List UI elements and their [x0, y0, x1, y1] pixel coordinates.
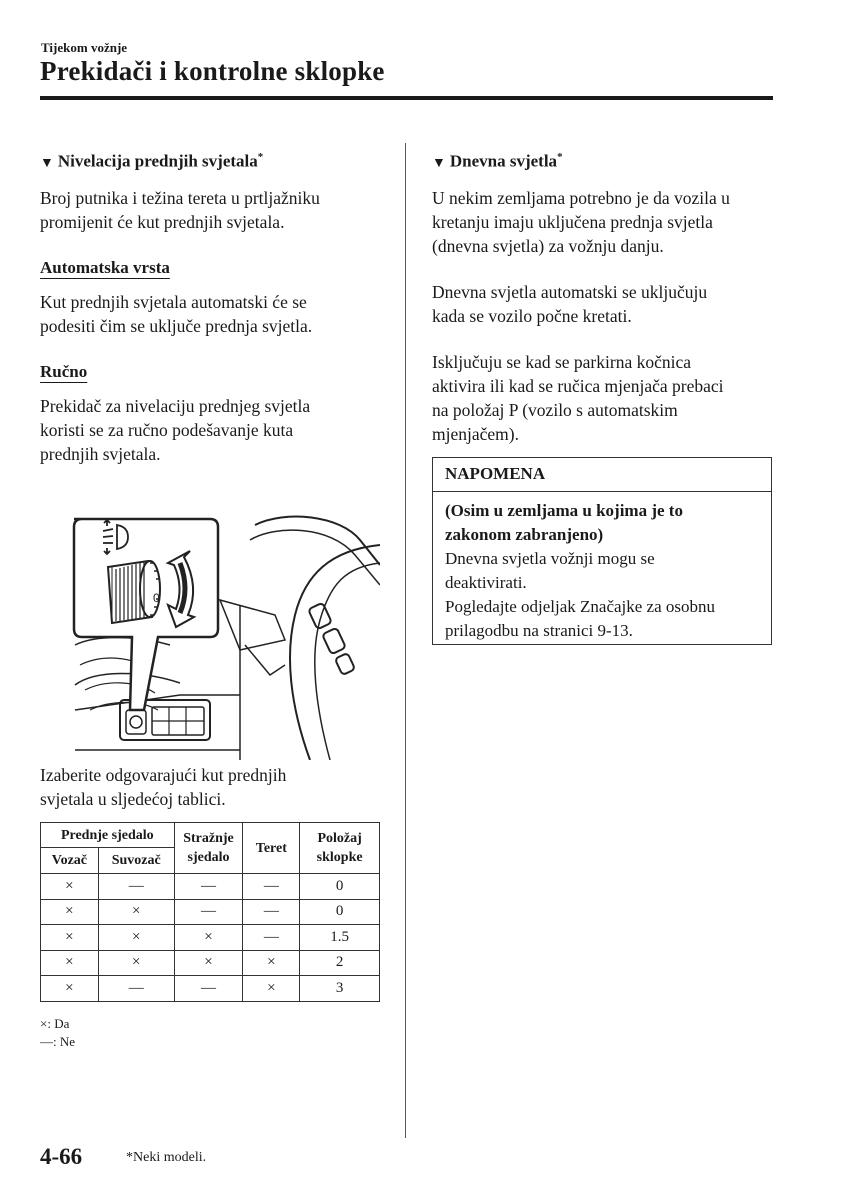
- heading-text: Dnevna svjetla: [449, 151, 558, 171]
- asterisk: *: [257, 151, 264, 163]
- section-label: Tijekom vožnje: [41, 40, 128, 55]
- heading-daytime-lights: [432, 145, 772, 176]
- note-condition: (Osim u zemljama u kojima je to zakonom zabranjeno): [445, 501, 683, 544]
- note-title: NAPOMENA: [433, 458, 771, 492]
- daytime-paragraph-2: Dnevna svjetla automatski se uključuju kada se vozilo počne kretati.: [432, 281, 708, 326]
- subheading-automatic: Automatska vrsta: [40, 257, 170, 277]
- note-box: [432, 457, 772, 645]
- triangle-marker-icon: ▼: [432, 155, 446, 171]
- footnote: *Neki modeli.: [126, 1150, 207, 1165]
- daytime-paragraph-1: U nekim zemljama potrebno je da vozila u kretanju imaju uključena prednja svjetla (dnevna svjetla) za vožnju danju.: [432, 187, 730, 256]
- subheading-manual: Ručno: [40, 361, 88, 381]
- table-intro: Izaberite odgovarajući kut prednjih svjetala u sljedećoj tablici.: [40, 765, 287, 809]
- title-rule: [40, 96, 773, 100]
- triangle-marker-icon: ▼: [40, 155, 54, 171]
- legend-no: —: Ne: [40, 1034, 76, 1049]
- table-row: × × × — 1.5: [41, 925, 380, 951]
- column-divider: [405, 143, 406, 1138]
- table-row: × × — — 0: [41, 899, 380, 925]
- table-row: × × × × 2: [41, 950, 380, 976]
- table-row: × — — — 0: [41, 874, 380, 900]
- table-row: × — — × 3: [41, 976, 380, 1002]
- manual-paragraph: Prekidač za nivelaciju prednjeg svjetla koristi se za ručno podešavanje kuta prednjih svjetala.: [40, 395, 311, 464]
- note-body: (Osim u zemljama u kojima je to zakonom zabranjeno) Dnevna svjetla vožnji mogu se deaktivirati. Pogledajte odjeljak Značajke za osobnu prilagodbu na stranici 9-13.: [445, 501, 716, 640]
- header-passenger: Suvozač: [98, 848, 174, 874]
- headlight-leveling-switch-illustration: [40, 505, 380, 760]
- header-front-seat: Prednje sjedalo: [41, 823, 175, 848]
- heading-text: Nivelacija prednjih svjetala: [57, 151, 258, 171]
- left-column: [40, 145, 380, 466]
- legend-yes: ×: Da: [40, 1016, 70, 1031]
- header-rear-seat: Stražnje sjedalo: [174, 823, 243, 874]
- right-column: [432, 145, 772, 446]
- header-driver: Vozač: [41, 848, 99, 874]
- header-load: Teret: [243, 823, 300, 874]
- page-title: Prekidači i kontrolne sklopke: [40, 56, 385, 86]
- heading-headlight-leveling: [40, 145, 380, 176]
- daytime-paragraph-3: Isključuju se kad se parkirna kočnica aktivira ili kad se ručica mjenjača prebaci na položaj P (vozilo s automatskim mjenjačem).: [432, 351, 724, 444]
- leveling-table: [40, 822, 380, 1002]
- header-position: Položaj sklopke: [300, 823, 380, 874]
- dial-zero-mark: 0: [153, 591, 160, 605]
- leveling-dial-icon: [108, 561, 160, 623]
- page-number: 4-66: [40, 1144, 83, 1169]
- asterisk: *: [557, 151, 563, 163]
- intro-paragraph: Broj putnika i težina tereta u prtljažniku promijenit će kut prednjih svjetala.: [40, 187, 320, 232]
- automatic-paragraph: Kut prednjih svjetala automatski će se podesiti čim se uključe prednja svjetla.: [40, 291, 313, 336]
